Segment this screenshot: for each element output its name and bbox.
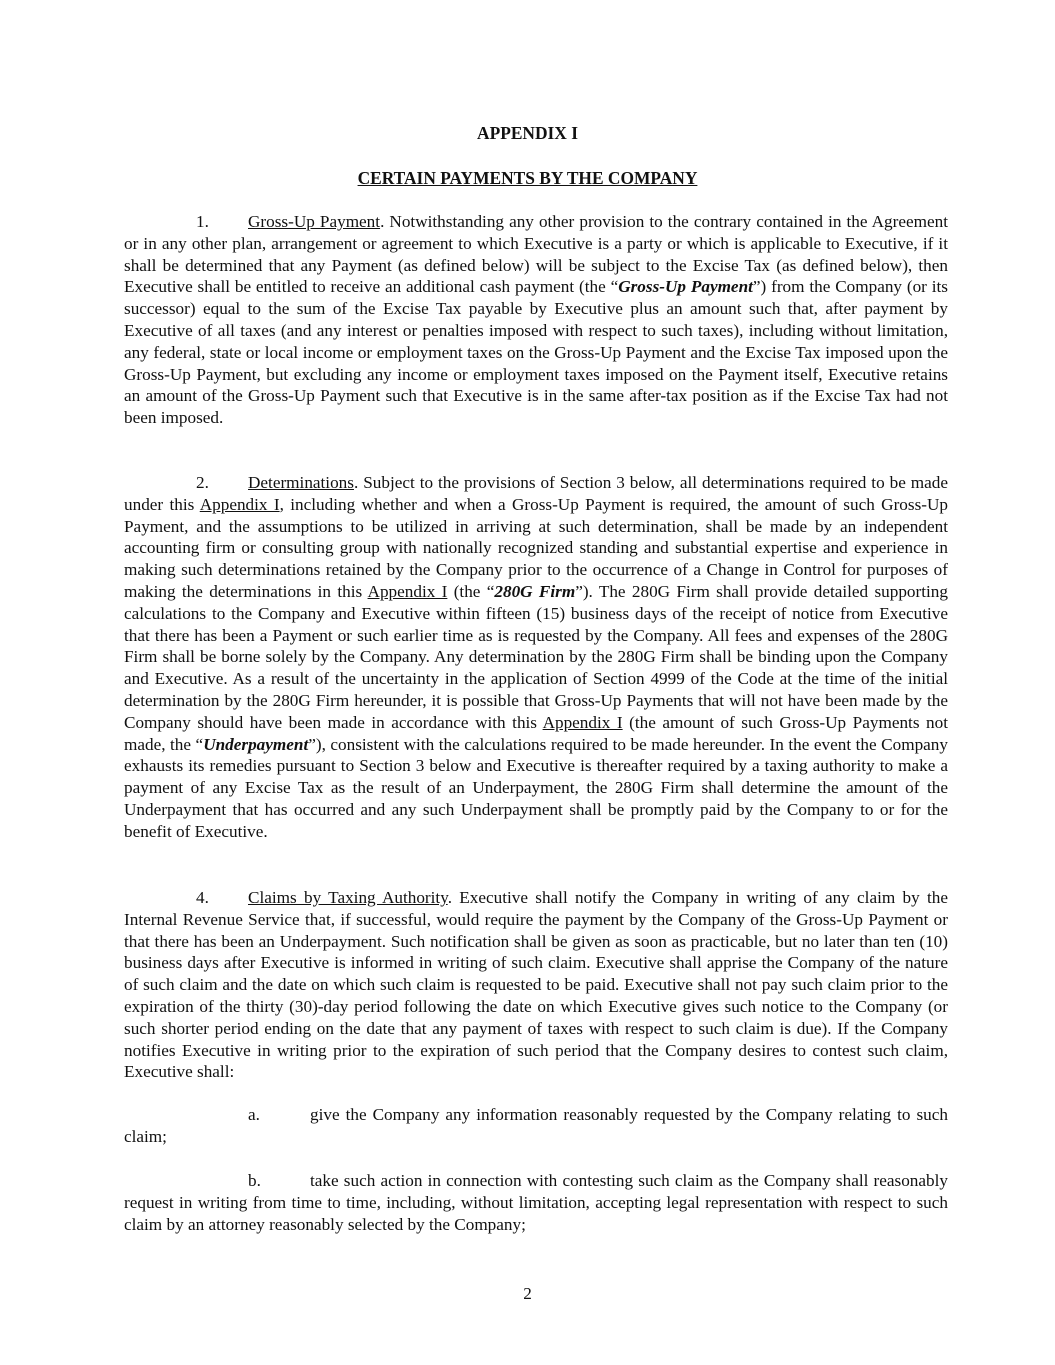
subparagraph-letter: a. [248,1105,260,1124]
paragraph-number: 1. [196,212,209,231]
paragraph-gross-up-payment [124,211,948,429]
paragraph-text: (the amount of such Gross-Up Payments not made, the “ [124,712,948,754]
defined-term: Underpayment [203,734,309,754]
defined-term: Gross-Up Payment [618,277,753,297]
paragraph-text: , including whether and when a Gross-Up Payment is required, the amount of such Gross-Up Payment, and the assumptions to be utilized in arriving at such determination, shall be made by an independent accounting firm or consulting group with nationally recognized standing and substantial expertise and experience in making such determinations retained by the Company prior to the occurrence of a Change in Control for purposes of making the determinations in this [124,494,949,601]
paragraph-text: ”), consistent with the calculations required to be made hereunder. In the event the Company exhausts its remedies pursuant to Section 3 below and Executive is thereafter required by a taxing authority to make a payment of any Excise Tax as the result of an Underpayment, the 280G Firm shall determine the amount of the Underpayment that has occurred and any such Underpayment shall be promptly paid by the Company to or for the benefit of Executive. [124,734,948,841]
subparagraph-b [124,1170,948,1235]
paragraph-determinations [124,472,948,843]
defined-term: 280G Firm [494,581,576,601]
paragraph-text: give the Company any information reasonably requested by the Company relating to such claim; [124,1105,948,1146]
appendix-reference: Appendix I [542,712,623,732]
appendix-reference: Appendix I [367,581,448,601]
paragraph-text: take such action in connection with contesting such claim as the Company shall reasonably request in writing from time to time, including, without limitation, accepting legal representation with respect to such claim by an attorney reasonably selected by the Company; [124,1171,948,1234]
paragraph-heading: Gross-Up Payment [248,212,381,231]
subparagraph-letter: b. [248,1171,261,1190]
paragraph-number: 2. [196,473,209,492]
appendix-title: APPENDIX I [477,123,578,143]
paragraph-claims-by-taxing-authority [124,887,948,1083]
subparagraph-a [124,1104,948,1148]
paragraph-number: 4. [196,888,209,907]
paragraph-text: . Notwithstanding any other provision to the contrary contained in the Agreement or in any other plan, arrangement or agreement to which Executive is a party or which is applicable to Executive, if it shall be determined that any Payment (as defined below) will be subject to the Excise Tax (as defined below), then Executive shall be entitled to receive an additional cash payment (the “ [124,212,948,297]
paragraph-text: (the “ [447,581,495,601]
appendix-reference: Appendix I [199,494,280,514]
paragraph-heading: Claims by Taxing Authority [248,888,448,907]
paragraph-text: . Subject to the provisions of Section 3 below, all determinations required to be made under this [124,473,948,514]
paragraph-text: ”). The 280G Firm shall provide detailed supporting calculations to the Company and Executive within fifteen (15) business days of the receipt of notice from Executive that there has been a Payment or such earlier time as is requested by the Company. All fees and expenses of the 280G Firm shall be borne solely by the Company. Any determination by the 280G Firm shall be binding upon the Company and Executive. As a result of the uncertainty in the application of Section 4999 of the Code at the time of the initial determination by the 280G Firm hereunder, it is possible that Gross-Up Payments that will not have been made by the Company should have been made in accordance with this [124,581,948,732]
paragraph-text: ”) from the Company (or its successor) equal to the sum of the Excise Tax payable by Executive plus an amount such that, after payment by Executive of all taxes (and any interest or penalties imposed with respect to such taxes), including without limitation, any federal, state or local income or employment taxes on the Gross-Up Payment and the Excise Tax imposed upon the Gross-Up Payment, but excluding any income or employment taxes imposed on the Payment itself, Executive retains an amount of the Gross-Up Payment such that Executive is in the same after-tax position as if the Excise Tax had not been imposed. [124,277,948,428]
paragraph-text: . Executive shall notify the Company in writing of any claim by the Internal Revenue Service that, if successful, would require the payment by the Company of the Gross-Up Payment or that there has been an Underpayment. Such notification shall be given as soon as practicable, but no later than ten (10) business days after Executive is informed in writing of such claim. Executive shall apprise the Company of the nature of such claim and the date on which such claim is requested to be paid. Executive shall not pay such claim prior to the expiration of the thirty (30)-day period following the date on which Executive gives such notice to the Company (or such shorter period ending on the date that any payment of taxes with respect to such claim is due). If the Company notifies Executive in writing prior to the expiration of such period that the Company desires to contest such claim, Executive shall: [124,888,948,1082]
page-number: 2 [523,1284,532,1303]
section-title: CERTAIN PAYMENTS BY THE COMPANY [357,168,698,188]
paragraph-heading: Determinations [248,473,354,492]
